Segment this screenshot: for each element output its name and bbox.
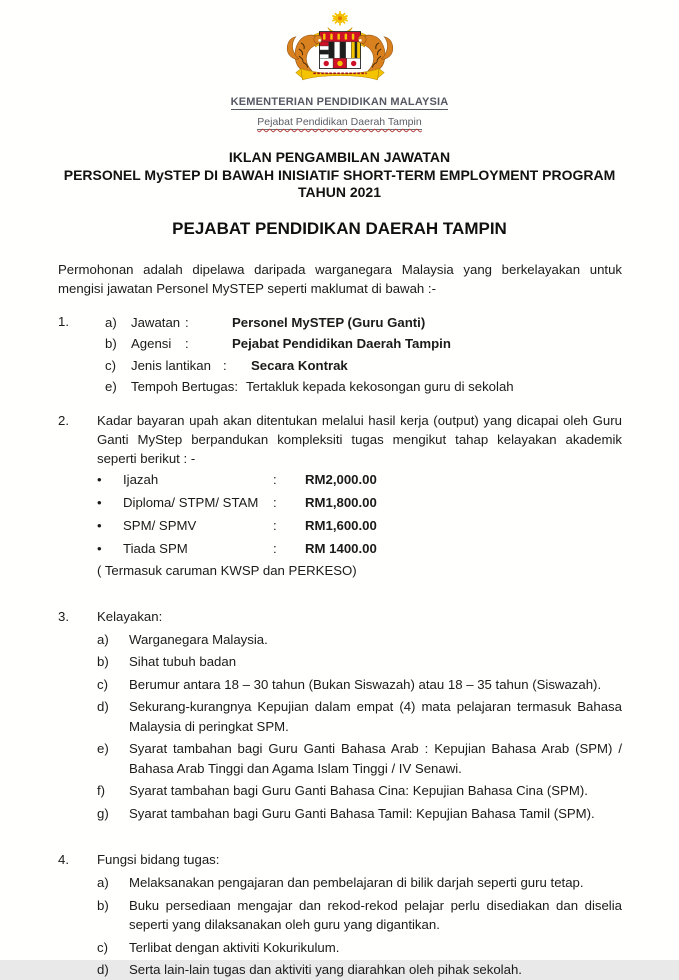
rate-row-tiada-spm: [97, 537, 622, 560]
bullet-icon: •: [97, 540, 102, 556]
ad-title-line-2: PERSONEL MySTEP DI BAWAH INISIATIF SHORT-TERM EMPLOYMENT PROGRAM: [63, 166, 616, 183]
section-1-number: 1.: [58, 313, 69, 329]
rate-colon: :: [273, 471, 277, 487]
item-letter: b): [97, 654, 109, 669]
item-text: Serta lain-lain tugas dan aktiviti yang diarahkan oleh pihak sekolah.: [129, 962, 522, 977]
item-text: Berumur antara 18 – 30 tahun (Bukan Siswazah) atau 18 – 35 tahun (Siswazah).: [129, 676, 602, 692]
rate-row-diploma: [97, 491, 622, 514]
section-2-paragraph: Kadar bayaran upah akan ditentukan melalui hasil kerja (output) yang dicapai oleh Guru Ganti MyStep berpandukan kompleksiti tugas mengikut tahap kelayakan akademik seperti berikut : -: [97, 412, 622, 466]
item-text: Syarat tambahan bagi Guru Ganti Bahasa Arab : Kepujian Bahasa Arab (SPM) / Bahasa Arab Tinggi dan Agama Islam Tinggi / IV Senawi.: [129, 741, 622, 776]
item-text: Buku persediaan mengajar dan rekod-rekod pelajar perlu disediakan dan diselia seperti yang dilaksanakan oleh guru yang digantikan.: [129, 897, 622, 932]
field-colon: :: [223, 357, 227, 373]
item-letter: g): [97, 805, 109, 821]
field-value: Pejabat Pendidikan Daerah Tampin: [232, 336, 451, 351]
list-item: [97, 697, 622, 736]
list-item: [97, 896, 622, 935]
field-label: Tempoh Bertugas:: [131, 379, 239, 394]
department-title: PEJABAT PENDIDIKAN DAERAH TAMPIN: [172, 218, 507, 238]
list-item: [97, 938, 622, 958]
item-text: Syarat tambahan bagi Guru Ganti Bahasa Cina: Kepujian Bahasa Cina (SPM).: [129, 783, 588, 798]
rate-colon: :: [273, 494, 277, 510]
rate-value: RM1,600.00: [305, 517, 377, 533]
item-letter: c): [97, 676, 108, 692]
list-item: [97, 873, 622, 893]
item-text: Warganegara Malaysia.: [129, 631, 268, 647]
item-text: Sihat tubuh badan: [129, 654, 237, 669]
rate-label: Diploma/ STPM/ STAM: [123, 494, 259, 510]
rate-label: Tiada SPM: [123, 540, 188, 556]
advertisement-title: [0, 149, 679, 202]
field-value: Tertakluk kepada kekosongan guru di sekolah: [246, 379, 514, 394]
field-value: Personel MySTEP (Guru Ganti): [232, 314, 426, 330]
section-2-pay-rates: [58, 411, 622, 582]
item-text: Terlibat dengan aktiviti Kokurikulum.: [129, 939, 340, 955]
field-row-jenis-lantikan: [97, 355, 622, 377]
item-letter: b): [97, 897, 109, 913]
rate-colon: :: [273, 540, 277, 556]
field-label: Agensi: [131, 336, 172, 351]
ad-title-line-3: TAHUN 2021: [298, 184, 381, 200]
section-3-number: 3.: [58, 608, 69, 624]
section-4-duties: [58, 850, 622, 980]
list-item: [97, 675, 622, 695]
field-row-tempoh-bertugas: [97, 376, 622, 398]
ministry-name: KEMENTERIAN PENDIDIKAN MALAYSIA: [230, 96, 449, 108]
rate-value: RM 1400.00: [305, 540, 377, 556]
bullet-icon: •: [97, 517, 102, 533]
item-text: Sekurang-kurangnya Kepujian dalam empat (4) mata pelajaran termasuk Bahasa Malaysia di peringkat SPM.: [129, 699, 622, 734]
field-label: Jenis lantikan: [131, 357, 211, 373]
field-label: Jawatan: [131, 314, 181, 330]
rate-row-ijazah: [97, 468, 622, 491]
item-letter: f): [97, 783, 106, 798]
field-value: Secara Kontrak: [251, 357, 348, 373]
item-letter: e): [105, 379, 117, 394]
rate-colon: :: [273, 517, 277, 533]
item-letter: a): [97, 875, 109, 890]
list-item: [97, 652, 622, 672]
field-colon: :: [185, 336, 189, 351]
letterhead: [0, 0, 679, 130]
list-item: [97, 630, 622, 650]
section-2-note: ( Termasuk caruman KWSP dan PERKESO): [97, 562, 357, 578]
ad-title-line-1: IKLAN PENGAMBILAN JAWATAN: [228, 149, 451, 165]
section-1-appointment: [58, 312, 622, 398]
section-2-number: 2.: [58, 412, 69, 428]
office-name: Pejabat Pendidikan Daerah Tampin: [257, 116, 422, 128]
field-colon: :: [185, 314, 189, 330]
item-letter: c): [97, 939, 108, 955]
rate-value: RM2,000.00: [305, 471, 377, 487]
item-letter: c): [105, 357, 116, 373]
rate-value: RM1,800.00: [305, 494, 377, 510]
field-row-agensi: [97, 333, 622, 355]
item-text: Melaksanakan pengajaran dan pembelajaran di bilik darjah seperti guru tetap.: [129, 875, 584, 890]
item-letter: e): [97, 741, 109, 756]
item-letter: a): [105, 314, 117, 330]
section-4-number: 4.: [58, 852, 69, 867]
field-row-jawatan: [97, 312, 622, 334]
section-4-heading: Fungsi bidang tugas:: [97, 852, 220, 867]
intro-paragraph: Permohonan adalah dipelawa daripada warganegara Malaysia yang berkelayakan untuk mengisi jawatan Personel MySTEP seperti maklumat di bawah :-: [58, 261, 622, 296]
item-letter: a): [97, 631, 109, 647]
item-letter: b): [105, 336, 117, 351]
list-item: [97, 960, 622, 980]
document-body: [58, 260, 622, 980]
list-item: [97, 781, 622, 801]
item-text: Syarat tambahan bagi Guru Ganti Bahasa Tamil: Kepujian Bahasa Tamil (SPM).: [129, 805, 595, 821]
bullet-icon: •: [97, 494, 102, 510]
bullet-icon: •: [97, 471, 102, 487]
rate-row-spm: [97, 514, 622, 537]
rate-label: SPM/ SPMV: [123, 517, 197, 533]
section-3-eligibility: [58, 607, 622, 824]
section-3-heading: Kelayakan:: [97, 608, 163, 624]
malaysia-coat-of-arms-icon: [278, 9, 402, 85]
list-item: [97, 739, 622, 778]
rate-label: Ijazah: [123, 471, 159, 487]
list-item: [97, 804, 622, 824]
item-letter: d): [97, 699, 109, 714]
item-letter: d): [97, 962, 109, 977]
